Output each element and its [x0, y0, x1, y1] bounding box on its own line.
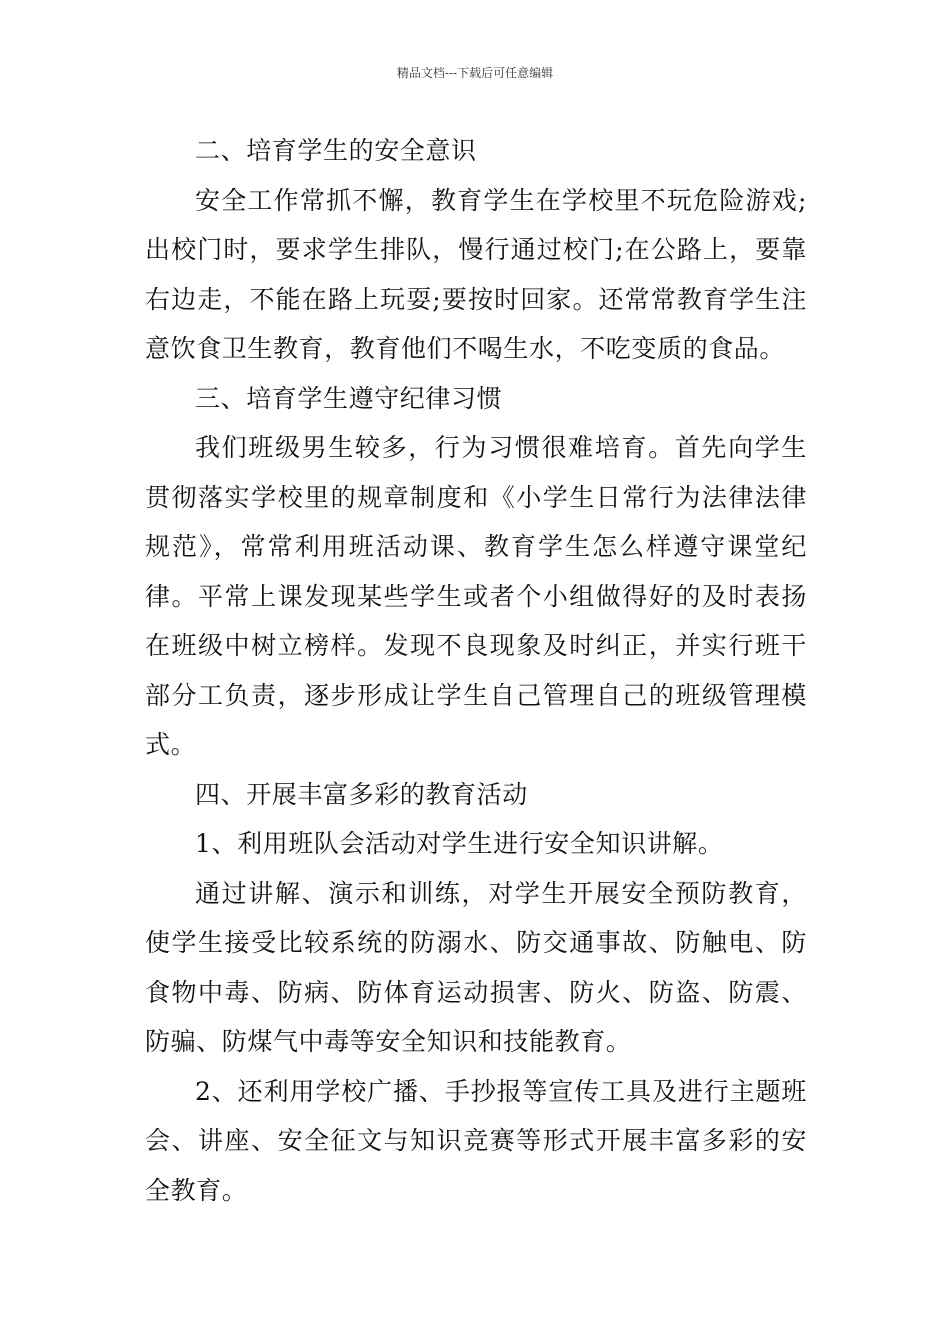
paragraph-class-discipline: 我们班级男生较多，行为习惯很难培育。首先向学生贯彻落实学校里的规章制度和《小学生日常行为法律法律规范》，常常利用班活动课、教育学生怎么样遵守课堂纪律。平常上课发现某些学生或者个小组做得好的及时表扬在班级中树立榜样。发现不良现象及时纠正，并实行班干部分工负责，逐步形成让学生自己管理自己的班级管理模式。 — [145, 433, 807, 759]
paragraph-prevention-education: 通过讲解、演示和训练，对学生开展安全预防教育，使学生接受比较系统的防溺水、防交通事故、防触电、防食物中毒、防病、防体育运动损害、防火、防盗、防震、防骗、防煤气中毒等安全知识和技能教育。 — [145, 878, 807, 1056]
page-header: 精品文档---下载后可任意编辑 — [396, 66, 554, 80]
paragraph-safety-work: 安全工作常抓不懈，教育学生在学校里不玩危险游戏;出校门时，要求学生排队，慢行通过校门;在公路上，要靠右边走，不能在路上玩耍;要按时回家。还常常教育学生注意饮食卫生教育，教育他们不喝生水，不吃变质的食品。 — [145, 185, 807, 363]
section-heading-discipline-habits: 三、培育学生遵守纪律习惯 — [195, 383, 503, 413]
document-body — [145, 126, 807, 1215]
list-item-class-meeting: 1、利用班队会活动对学生进行安全知识讲解。 — [195, 829, 724, 858]
section-heading-safety-awareness: 二、培育学生的安全意识 — [195, 136, 477, 165]
list-item-broadcast-publicity: 2、还利用学校广播、手抄报等宣传工具及进行主题班会、讲座、安全征文与知识竞赛等形式开展丰富多彩的安全教育。 — [145, 1076, 807, 1205]
section-heading-education-activities: 四、开展丰富多彩的教育活动 — [195, 779, 528, 809]
